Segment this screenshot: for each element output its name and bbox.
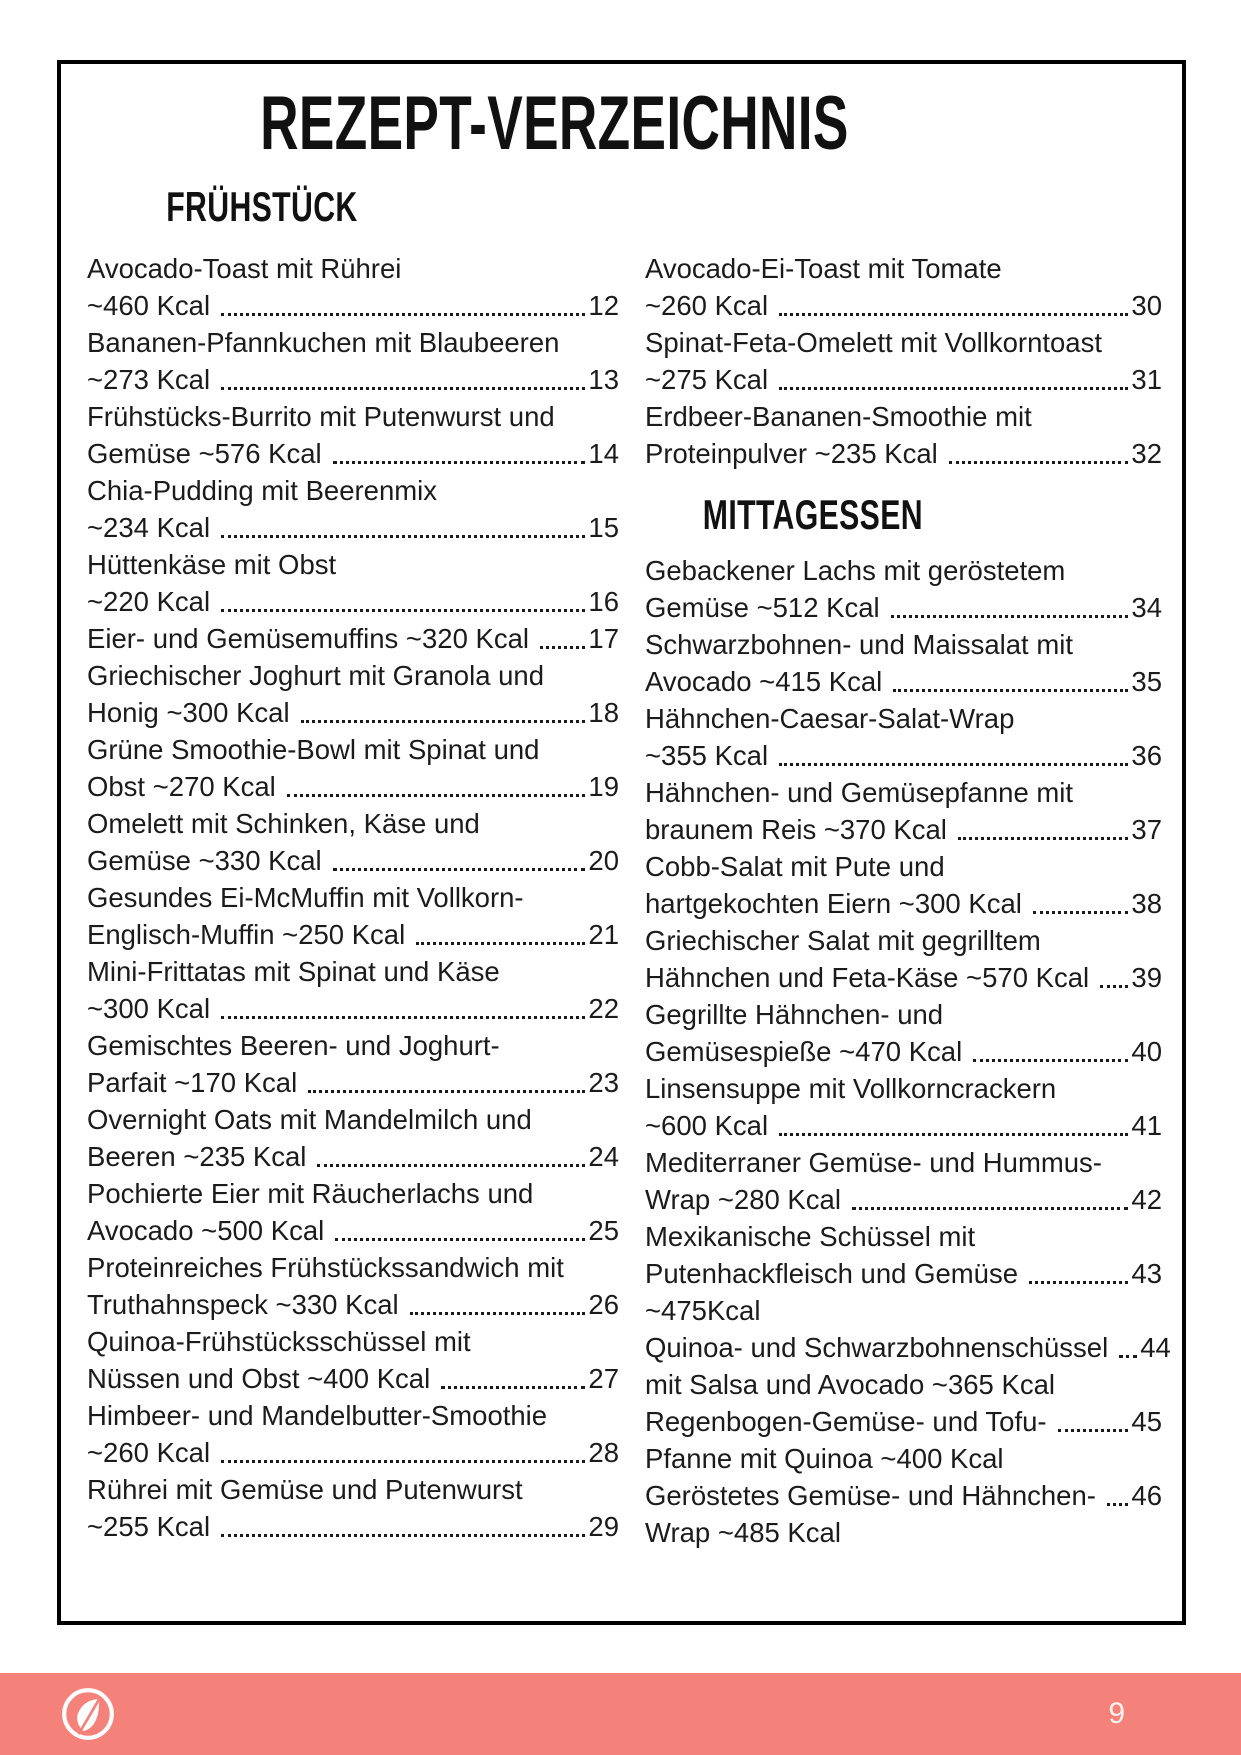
entry-text: Beeren ~235 Kcal <box>87 1141 307 1172</box>
page-number: 15 <box>588 512 619 543</box>
entry-line <box>645 737 1162 774</box>
page-number: 44 <box>1140 1332 1171 1363</box>
dot-leader <box>891 615 1129 618</box>
page-number: 31 <box>1131 364 1162 395</box>
page-number: 45 <box>1131 1406 1162 1437</box>
dot-leader <box>333 868 586 871</box>
entry-line <box>645 589 1162 626</box>
entry-line <box>87 620 619 657</box>
entry-text: Hähnchen-Caesar-Salat-Wrap <box>645 703 1015 734</box>
page-number: 20 <box>588 845 619 876</box>
section-heading <box>87 184 619 230</box>
entry-text: ~275 Kcal <box>645 364 769 395</box>
entry-line <box>87 324 619 361</box>
toc-entry[interactable] <box>645 996 1162 1070</box>
entry-text: mit Salsa und Avocado ~365 Kcal <box>645 1369 1055 1400</box>
page-number: 42 <box>1131 1184 1162 1215</box>
entry-text: Obst ~270 Kcal <box>87 771 276 802</box>
entry-line <box>87 842 619 879</box>
entry-line <box>645 626 1162 663</box>
dot-leader <box>333 461 586 464</box>
page-number: 32 <box>1131 438 1162 469</box>
entry-text: ~260 Kcal <box>645 290 769 321</box>
entry-line <box>87 583 619 620</box>
entry-text: ~255 Kcal <box>87 1511 211 1542</box>
dot-leader <box>308 1090 585 1093</box>
toc-entry[interactable] <box>87 546 619 620</box>
page-number: 26 <box>588 1289 619 1320</box>
entry-text: Truthahnspeck ~330 Kcal <box>87 1289 399 1320</box>
dot-leader <box>1029 1281 1128 1284</box>
dot-leader <box>779 1133 1128 1136</box>
dot-leader <box>221 1460 585 1463</box>
entry-line <box>87 657 619 694</box>
page-number: 39 <box>1131 962 1162 993</box>
toc-entry[interactable] <box>645 1477 1162 1551</box>
dot-leader <box>221 609 585 612</box>
page-number: 34 <box>1131 592 1162 623</box>
entry-text: Parfait ~170 Kcal <box>87 1067 298 1098</box>
dot-leader <box>335 1238 585 1241</box>
entry-text: ~300 Kcal <box>87 993 211 1024</box>
entry-line <box>645 1107 1162 1144</box>
toc-entry[interactable] <box>87 1175 619 1249</box>
entry-text: ~260 Kcal <box>87 1437 211 1468</box>
dot-leader <box>1100 985 1128 988</box>
entry-text: Honig ~300 Kcal <box>87 697 290 728</box>
entry-text: Hüttenkäse mit Obst <box>87 549 337 580</box>
entry-text: Mini-Frittatas mit Spinat und Käse <box>87 956 500 987</box>
entry-line <box>87 1027 619 1064</box>
entry-text: ~460 Kcal <box>87 290 211 321</box>
entry-line <box>87 953 619 990</box>
dot-leader <box>852 1207 1128 1210</box>
entry-line <box>87 1434 619 1471</box>
page-number: 41 <box>1131 1110 1162 1141</box>
section-heading-text: FRÜHSTÜCK <box>166 183 358 230</box>
entry-line <box>645 811 1162 848</box>
entry-text: Wrap ~485 Kcal <box>645 1517 841 1548</box>
toc-entry[interactable] <box>645 774 1162 848</box>
dot-leader <box>416 942 585 945</box>
entry-line <box>87 916 619 953</box>
toc-entry[interactable] <box>645 250 1162 324</box>
dot-leader <box>1107 1503 1128 1506</box>
page-number: 27 <box>588 1363 619 1394</box>
entry-text: Omelett mit Schinken, Käse und <box>87 808 480 839</box>
entry-text: Gemischtes Beeren- und Joghurt- <box>87 1030 500 1061</box>
dot-leader <box>779 763 1128 766</box>
entry-text: Geröstetes Gemüse- und Hähnchen- <box>645 1480 1096 1511</box>
entry-line <box>87 768 619 805</box>
entry-text: Gemüse ~512 Kcal <box>645 592 880 623</box>
entry-text: Rührei mit Gemüse und Putenwurst <box>87 1474 523 1505</box>
entry-text: Hähnchen- und Gemüsepfanne mit <box>645 777 1074 808</box>
toc-entry[interactable] <box>87 1101 619 1175</box>
entry-line <box>87 1471 619 1508</box>
entry-line <box>87 398 619 435</box>
entry-text: Frühstücks-Burrito mit Putenwurst und <box>87 401 555 432</box>
entry-text: ~273 Kcal <box>87 364 211 395</box>
dot-leader <box>221 1534 585 1537</box>
toc-entry[interactable] <box>87 1323 619 1397</box>
entry-line <box>645 1144 1162 1181</box>
entry-line <box>645 1514 1162 1551</box>
entry-line <box>87 435 619 472</box>
dot-leader <box>1058 1429 1129 1432</box>
toc-entry[interactable] <box>87 620 619 657</box>
entry-line <box>87 1397 619 1434</box>
page-number: 22 <box>588 993 619 1024</box>
dot-leader <box>949 461 1129 464</box>
entry-text: Proteinreiches Frühstückssandwich mit <box>87 1252 564 1283</box>
entry-line <box>645 959 1162 996</box>
page-number: 21 <box>588 919 619 950</box>
entry-text: Gemüse ~330 Kcal <box>87 845 322 876</box>
toc-entry[interactable] <box>87 953 619 1027</box>
entry-text: Nüssen und Obst ~400 Kcal <box>87 1363 431 1394</box>
entry-line <box>645 287 1162 324</box>
toc-entry[interactable] <box>87 1397 619 1471</box>
entry-line <box>87 287 619 324</box>
toc-entry[interactable] <box>645 626 1162 700</box>
toc-entry[interactable] <box>645 1144 1162 1218</box>
entry-text: Quinoa- und Schwarzbohnenschüssel <box>645 1332 1109 1363</box>
entry-text: Overnight Oats mit Mandelmilch und <box>87 1104 532 1135</box>
entry-text: Hähnchen und Feta-Käse ~570 Kcal <box>645 962 1090 993</box>
entry-text: Gebackener Lachs mit geröstetem <box>645 555 1066 586</box>
entry-text: Gegrillte Hähnchen- und <box>645 999 944 1030</box>
entry-line <box>87 509 619 546</box>
entry-line <box>87 1323 619 1360</box>
entry-text: Grüne Smoothie-Bowl mit Spinat und <box>87 734 540 765</box>
entry-line <box>645 1070 1162 1107</box>
toc-entry[interactable] <box>645 922 1162 996</box>
page-number: 12 <box>588 290 619 321</box>
page-number: 17 <box>588 623 619 654</box>
toc-entry[interactable] <box>87 1249 619 1323</box>
entry-line <box>87 472 619 509</box>
entry-line <box>645 398 1162 435</box>
toc-entry[interactable] <box>87 398 619 472</box>
entry-text: Regenbogen-Gemüse- und Tofu- <box>645 1406 1047 1437</box>
entry-line <box>645 250 1162 287</box>
page-number: 14 <box>588 438 619 469</box>
entry-text: Pochierte Eier mit Räucherlachs und <box>87 1178 534 1209</box>
entry-line <box>87 805 619 842</box>
entry-line <box>645 552 1162 589</box>
entry-line <box>645 848 1162 885</box>
toc-entry[interactable] <box>645 1070 1162 1144</box>
entry-text: ~600 Kcal <box>645 1110 769 1141</box>
entry-text: Proteinpulver ~235 Kcal <box>645 438 938 469</box>
page-number: 13 <box>588 364 619 395</box>
toc-entry[interactable] <box>87 657 619 731</box>
entry-line <box>645 922 1162 959</box>
entry-text: Avocado-Toast mit Rührei <box>87 253 402 284</box>
toc-entry[interactable] <box>87 1027 619 1101</box>
entry-text: Griechischer Salat mit gegrilltem <box>645 925 1041 956</box>
toc-entry[interactable] <box>645 552 1162 626</box>
entry-line <box>645 1366 1162 1403</box>
toc-column-left <box>87 184 619 1545</box>
toc-entry[interactable] <box>87 472 619 546</box>
dot-leader <box>410 1312 586 1315</box>
entry-text: Spinat-Feta-Omelett mit Vollkorntoast <box>645 327 1102 358</box>
page-number: 19 <box>588 771 619 802</box>
toc-column-right <box>645 184 1171 1551</box>
entry-text: Gesundes Ei-McMuffin mit Vollkorn- <box>87 882 524 913</box>
entry-line <box>87 731 619 768</box>
entry-line <box>645 1181 1162 1218</box>
page-frame <box>57 60 1186 1625</box>
entry-text: Avocado ~500 Kcal <box>87 1215 325 1246</box>
dot-leader <box>221 1016 585 1019</box>
entry-text: Avocado ~415 Kcal <box>645 666 883 697</box>
entry-line <box>645 1329 1171 1366</box>
entry-line <box>645 1218 1162 1255</box>
toc-entry[interactable] <box>87 324 619 398</box>
entry-line <box>87 1138 619 1175</box>
footer-page-number: 9 <box>1108 1697 1125 1730</box>
entry-text: Chia-Pudding mit Beerenmix <box>87 475 438 506</box>
leaf-icon <box>59 1685 117 1743</box>
toc-entry[interactable] <box>645 1218 1162 1329</box>
entry-line <box>645 1403 1162 1440</box>
entry-text: ~234 Kcal <box>87 512 211 543</box>
entry-line <box>645 1292 1162 1329</box>
toc-entry[interactable] <box>645 324 1162 398</box>
toc-entry[interactable] <box>87 731 619 805</box>
page-number: 36 <box>1131 740 1162 771</box>
page-number: 30 <box>1131 290 1162 321</box>
page-number: 29 <box>588 1511 619 1542</box>
page-number: 40 <box>1131 1036 1162 1067</box>
entry-line <box>645 996 1162 1033</box>
entry-text: Pfanne mit Quinoa ~400 Kcal <box>645 1443 1004 1474</box>
entry-text: Cobb-Salat mit Pute und <box>645 851 945 882</box>
entry-line <box>645 435 1162 472</box>
entry-line <box>87 546 619 583</box>
entry-line <box>87 1286 619 1323</box>
dot-leader <box>1119 1355 1137 1358</box>
page-number: 28 <box>588 1437 619 1468</box>
dot-leader <box>958 837 1128 840</box>
toc-entry[interactable] <box>645 398 1162 472</box>
entry-text: ~475Kcal <box>645 1295 761 1326</box>
toc-columns <box>87 183 1171 1551</box>
entry-line <box>87 1249 619 1286</box>
entry-line <box>87 1175 619 1212</box>
entry-line <box>645 774 1162 811</box>
toc-entry[interactable] <box>645 848 1162 922</box>
dot-leader <box>540 646 585 649</box>
toc-entry[interactable] <box>87 1471 619 1545</box>
dot-leader <box>221 387 585 390</box>
page-number: 24 <box>588 1141 619 1172</box>
entry-line <box>87 879 619 916</box>
entry-line <box>645 361 1162 398</box>
entry-text: Englisch-Muffin ~250 Kcal <box>87 919 406 950</box>
footer-bar <box>0 1673 1241 1755</box>
toc-entry[interactable] <box>645 1329 1171 1403</box>
entry-text: Eier- und Gemüsemuffins ~320 Kcal <box>87 623 530 654</box>
page-number: 25 <box>588 1215 619 1246</box>
entry-line <box>87 1101 619 1138</box>
entry-text: Schwarzbohnen- und Maissalat mit <box>645 629 1073 660</box>
entry-line <box>645 700 1162 737</box>
toc-entry[interactable] <box>87 250 619 324</box>
toc-entry[interactable] <box>87 805 619 879</box>
page-number: 37 <box>1131 814 1162 845</box>
dot-leader <box>893 689 1128 692</box>
section-heading <box>645 492 1162 538</box>
entry-line <box>87 1212 619 1249</box>
page-number: 43 <box>1131 1258 1162 1289</box>
dot-leader <box>287 794 586 797</box>
page-number: 23 <box>588 1067 619 1098</box>
entry-line <box>645 1477 1162 1514</box>
dot-leader <box>317 1164 585 1167</box>
page-title-text: REZEPT-VERZEICHNIS <box>260 81 849 166</box>
entry-text: Mediterraner Gemüse- und Hummus- <box>645 1147 1102 1178</box>
entry-line <box>87 1360 619 1397</box>
dot-leader <box>441 1386 585 1389</box>
entry-line <box>87 1064 619 1101</box>
toc-entry[interactable] <box>645 1403 1162 1477</box>
page-number: 16 <box>588 586 619 617</box>
page-number: 46 <box>1131 1480 1162 1511</box>
entry-line <box>645 1033 1162 1070</box>
page-title <box>87 80 1162 168</box>
entry-text: Gemüsespieße ~470 Kcal <box>645 1036 963 1067</box>
entry-line <box>87 361 619 398</box>
dot-leader <box>1033 911 1129 914</box>
entry-line <box>645 324 1162 361</box>
entry-text: Griechischer Joghurt mit Granola und <box>87 660 545 691</box>
entry-text: Putenhackfleisch und Gemüse <box>645 1258 1018 1289</box>
entry-text: Linsensuppe mit Vollkorncrackern <box>645 1073 1057 1104</box>
entry-text: hartgekochten Eiern ~300 Kcal <box>645 888 1022 919</box>
dot-leader <box>973 1059 1128 1062</box>
toc-entry[interactable] <box>645 700 1162 774</box>
entry-line <box>87 990 619 1027</box>
section-heading-text: MITTAGESSEN <box>702 491 923 538</box>
toc-entry[interactable] <box>87 879 619 953</box>
dot-leader <box>221 313 585 316</box>
dot-leader <box>779 313 1128 316</box>
page-number: 38 <box>1131 888 1162 919</box>
page-number: 35 <box>1131 666 1162 697</box>
entry-line <box>87 1508 619 1545</box>
entry-text: Mexikanische Schüssel mit <box>645 1221 976 1252</box>
entry-line <box>645 1255 1162 1292</box>
entry-text: Bananen-Pfannkuchen mit Blaubeeren <box>87 327 560 358</box>
dot-leader <box>301 720 586 723</box>
entry-line <box>645 1440 1162 1477</box>
entry-text: Avocado-Ei-Toast mit Tomate <box>645 253 1002 284</box>
entry-text: ~355 Kcal <box>645 740 769 771</box>
entry-line <box>645 663 1162 700</box>
dot-leader <box>221 535 585 538</box>
entry-line <box>87 250 619 287</box>
entry-text: braunem Reis ~370 Kcal <box>645 814 947 845</box>
entry-text: Wrap ~280 Kcal <box>645 1184 841 1215</box>
entry-text: Erdbeer-Bananen-Smoothie mit <box>645 401 1032 432</box>
page-number: 18 <box>588 697 619 728</box>
entry-text: Gemüse ~576 Kcal <box>87 438 322 469</box>
entry-line <box>645 885 1162 922</box>
entry-text: ~220 Kcal <box>87 586 211 617</box>
entry-line <box>87 694 619 731</box>
entry-text: Quinoa-Frühstücksschüssel mit <box>87 1326 471 1357</box>
dot-leader <box>779 387 1128 390</box>
entry-text: Himbeer- und Mandelbutter-Smoothie <box>87 1400 548 1431</box>
